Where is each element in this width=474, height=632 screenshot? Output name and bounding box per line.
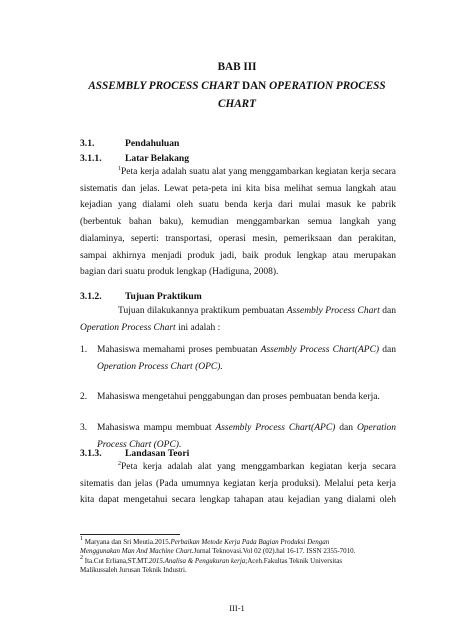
footnote-separator — [80, 534, 180, 535]
tujuan-list — [80, 342, 396, 454]
section-title: Landasan Teori — [125, 448, 190, 459]
list-number: 3. — [80, 423, 88, 434]
footnote-ref: 1 — [118, 166, 121, 172]
paragraph-line: Tujuan dilakukannya praktikum pembuatan Assembly Process Chart dan — [118, 306, 397, 316]
list-item: 3. Mahasiswa mampu membuat Assembly Process Chart(APC) dan Operation Process Chart (OPC). — [80, 420, 396, 453]
paragraph-line: dialaminya, seperti: transportasi, operasi mesin, pemeriksaan dan perakitan, — [80, 233, 396, 244]
section-number: 3.1.2. — [80, 291, 102, 302]
section-title: Latar Belakang — [125, 153, 190, 164]
title-connector: DAN — [239, 80, 270, 92]
section-number: 3.1.3. — [80, 448, 102, 459]
section-number: 3.1.1. — [80, 153, 102, 164]
section-title: Pendahuluan — [125, 138, 180, 149]
list-number: 2. — [80, 392, 88, 403]
footnote-ref: 2 — [118, 461, 121, 467]
list-item: 1. Mahasiswa memahami proses pembuatan Assembly Process Chart(APC) dan Operation Process Chart (OPC). — [80, 342, 396, 375]
paragraph-line: (berbentuk bahan baku), kemudian menggambarkan semua langkah yang — [80, 217, 396, 228]
section-3-1-heading — [80, 138, 179, 149]
footnote-1: $^1$ Maryana dan Sri Meutia.2015.Perbaikan Metode Kerja Pada Bagian Produksi Dengan Menggunakan Man And Machine Chart.Jurnal Teknovasi.Vol 02 (02).hal 16-17. ISSN 2355-7010. — [80, 536, 356, 555]
landasan-teori-paragraph — [80, 459, 396, 509]
paragraph-line: bagian dari suatu produk lengkap (Hadiguna, 2008). — [80, 267, 279, 278]
title-apc: ASSEMBLY PROCESS CHART — [88, 80, 240, 92]
section-number: 3.1. — [80, 138, 95, 149]
list-number: 1. — [80, 345, 88, 355]
paragraph-line: sistematis dan jelas. Lewat peta-peta ini kita bisa melihat semua langkah atau — [80, 183, 396, 194]
paragraph-line: Operation Process Chart ini adalah : — [80, 322, 221, 333]
paragraph-line: sampai akhirnya menjadi produk jadi, baik produk lengkap atau merupakan — [80, 250, 396, 261]
latar-belakang-paragraph — [80, 164, 396, 281]
chapter-title-line2: CHART — [218, 98, 256, 110]
section-3-1-2-heading — [80, 291, 202, 302]
section-title: Tujuan Praktikum — [125, 291, 202, 302]
footnote-2: $^2$ Ita.Cut Erliana,ST.MT.2015.Analisa & Pengukuran kerja;Aceh.Fakultas Teknik Universitas Malikussaleh Jurusan Teknik Industri. — [80, 555, 343, 574]
chapter-heading: BAB III — [217, 61, 257, 73]
section-3-1-3-heading — [80, 448, 189, 459]
tujuan-intro-paragraph — [80, 303, 396, 336]
paragraph-line: $^2$Peta kerja adalah alat yang menggambarkan kegiatan kerja secara — [118, 461, 396, 472]
paragraph-line: $^1$Peta kerja adalah suatu alat yang menggambarkan kegiatan kerja secara — [118, 166, 396, 177]
section-3-1-1-heading — [80, 153, 189, 164]
page-number: III-1 — [229, 603, 245, 613]
paragraph-line: sitematis dan jelas (Pada umumnya kegiatan kerja produksi). Melalui peta kerja — [80, 478, 396, 489]
paragraph-line: kita dapat mengetahui secara lengkap tahapan atau kejadian yang dialami oleh — [80, 495, 396, 506]
chapter-title-line1 — [0, 80, 474, 92]
paragraph-line: kejadian yang dialami oleh suatu benda kerja dari mulai masuk ke pabrik — [80, 200, 396, 211]
list-item: 2. Mahasiswa mengetahui penggabungan dan proses pembuatan benda kerja. — [80, 389, 396, 406]
title-opc: OPERATION PROCESS — [269, 80, 386, 92]
